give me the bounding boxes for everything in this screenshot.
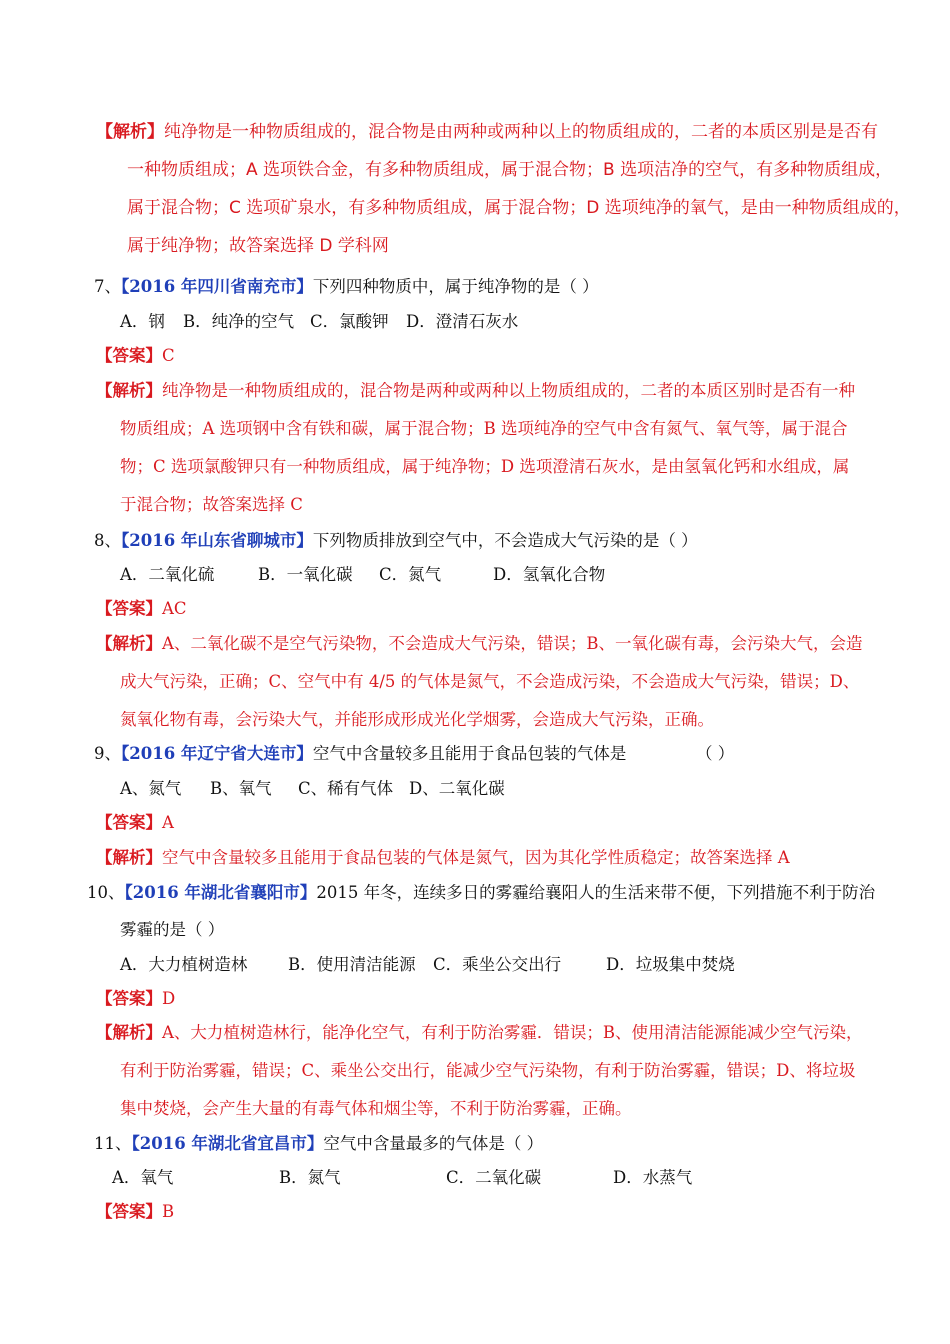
q8-analysis-line-1: 【解析】A、二氧化碳不是空气污染物，不会造成大气污染，错误；B、一氧化碳有毒，会污染大气，会造 <box>96 634 863 653</box>
q11-option-c: C．二氧化碳 <box>446 1168 542 1187</box>
q10-answer: 【答案】D <box>96 989 176 1008</box>
q7-analysis-line-3: 物；C 选项氯酸钾只有一种物质组成，属于纯净物；D 选项澄清石灰水，是由氢氧化钙和水组成，属 <box>120 457 850 476</box>
q9-answer: 【答案】A <box>96 813 174 832</box>
q8-option-a: A．二氧化硫 <box>120 565 215 584</box>
q9-option-d: D、二氧化碳 <box>409 779 505 798</box>
q9-question: 9、【2016 年辽宁省大连市】空气中含量较多且能用于食品包装的气体是 <box>94 744 627 763</box>
q8-analysis-line-2: 成大气污染，正确；C、空气中有 4/5 的气体是氮气，不会造成污染，不会造成大气污染，错误；D、 <box>120 672 860 691</box>
q10-analysis-line-1: 【解析】A、大力植树造林行，能净化空气，有利于防治雾霾．错误；B、使用清洁能源能减少空气污染， <box>96 1023 863 1042</box>
q6-analysis-line-4: 属于纯净物；故答案选择 D 学科网 <box>127 236 389 256</box>
q11-option-a: A．氧气 <box>112 1168 174 1187</box>
q10-question: 10、【2016 年湖北省襄阳市】2015 年冬，连续多日的雾霾给襄阳人的生活来带不便，下列措施不利于防治 <box>87 883 876 902</box>
q7-analysis-line-4: 于混合物；故答案选择 C <box>120 495 303 514</box>
q7-answer: 【答案】C <box>96 346 175 365</box>
q8-question: 8、【2016 年山东省聊城市】下列物质排放到空气中，不会造成大气污染的是（ ） <box>94 531 698 550</box>
q7-option-b: B．纯净的空气 <box>183 312 295 331</box>
q8-option-d: D．氢氧化合物 <box>493 565 606 584</box>
q11-option-b: B．氮气 <box>279 1168 341 1187</box>
q8-answer: 【答案】AC <box>96 599 187 618</box>
q11-question: 11、【2016 年湖北省宜昌市】空气中含量最多的气体是（ ） <box>94 1134 544 1153</box>
q10-option-c: C．乘坐公交出行 <box>433 955 562 974</box>
q6-analysis-line-2: 一种物质组成；A 选项铁合金，有多种物质组成，属于混合物；B 选项洁净的空气，有多种物质组成， <box>127 160 893 180</box>
q10-option-d: D．垃圾集中焚烧 <box>606 955 735 974</box>
q10-analysis-line-2: 有利于防治雾霾，错误；C、乘坐公交出行，能减少空气污染物，有利于防治雾霾，错误；D、将垃圾 <box>120 1061 856 1080</box>
q10-source: 【2016 年湖北省襄阳市】 <box>124 883 317 902</box>
q9-answer-bracket: （ ） <box>696 744 735 763</box>
q8-option-c: C．氮气 <box>379 565 442 584</box>
q11-answer: 【答案】B <box>96 1202 175 1221</box>
q10-question-cont: 雾霾的是（ ） <box>120 920 225 939</box>
q8-source: 【2016 年山东省聊城市】 <box>121 531 313 550</box>
q9-option-b: B、氧气 <box>210 779 272 798</box>
q7-option-a: A．钢 <box>120 312 165 331</box>
q7-source: 【2016 年四川省南充市】 <box>121 277 313 296</box>
q9-option-c: C、稀有气体 <box>298 779 394 798</box>
q10-analysis-line-3: 集中焚烧，会产生大量的有毒气体和烟尘等，不利于防治雾霾，正确。 <box>120 1099 632 1118</box>
q7-analysis-line-1: 【解析】纯净物是一种物质组成的，混合物是两种或两种以上物质组成的，二者的本质区别时是否有一种 <box>96 381 855 400</box>
q6-analysis-line-1: 【解析】纯净物是一种物质组成的，混合物是由两种或两种以上的物质组成的，二者的本质区别是是否有 <box>96 122 878 142</box>
q6-analysis-tag: 【解析】 <box>96 122 164 142</box>
q10-option-a: A．大力植树造林 <box>120 955 248 974</box>
q7-question: 7、【2016 年四川省南充市】下列四种物质中，属于纯净物的是（ ） <box>94 277 599 296</box>
q8-option-b: B．一氧化碳 <box>258 565 353 584</box>
q11-option-d: D．水蒸气 <box>613 1168 693 1187</box>
q7-option-c: C．氯酸钾 <box>310 312 389 331</box>
q10-option-b: B．使用清洁能源 <box>288 955 416 974</box>
q8-analysis-line-3: 氮氧化物有毒，会污染大气，并能形成形成光化学烟雾，会造成大气污染，正确。 <box>120 710 714 729</box>
q11-source: 【2016 年湖北省宜昌市】 <box>131 1134 324 1153</box>
q7-analysis-line-2: 物质组成；A 选项钢中含有铁和碳，属于混合物；B 选项纯净的空气中含有氮气、氧气等，属于混合 <box>120 419 848 438</box>
q9-source: 【2016 年辽宁省大连市】 <box>121 744 313 763</box>
q6-analysis-line-3: 属于混合物；C 选项矿泉水，有多种物质组成，属于混合物；D 选项纯净的氧气，是由一种物质组成的， <box>127 198 911 218</box>
q7-option-d: D．澄清石灰水 <box>406 312 519 331</box>
q9-option-a: A、氮气 <box>120 779 182 798</box>
q9-analysis-line-1: 【解析】空气中含量较多且能用于食品包装的气体是氮气，因为其化学性质稳定；故答案选择 A <box>96 848 790 867</box>
